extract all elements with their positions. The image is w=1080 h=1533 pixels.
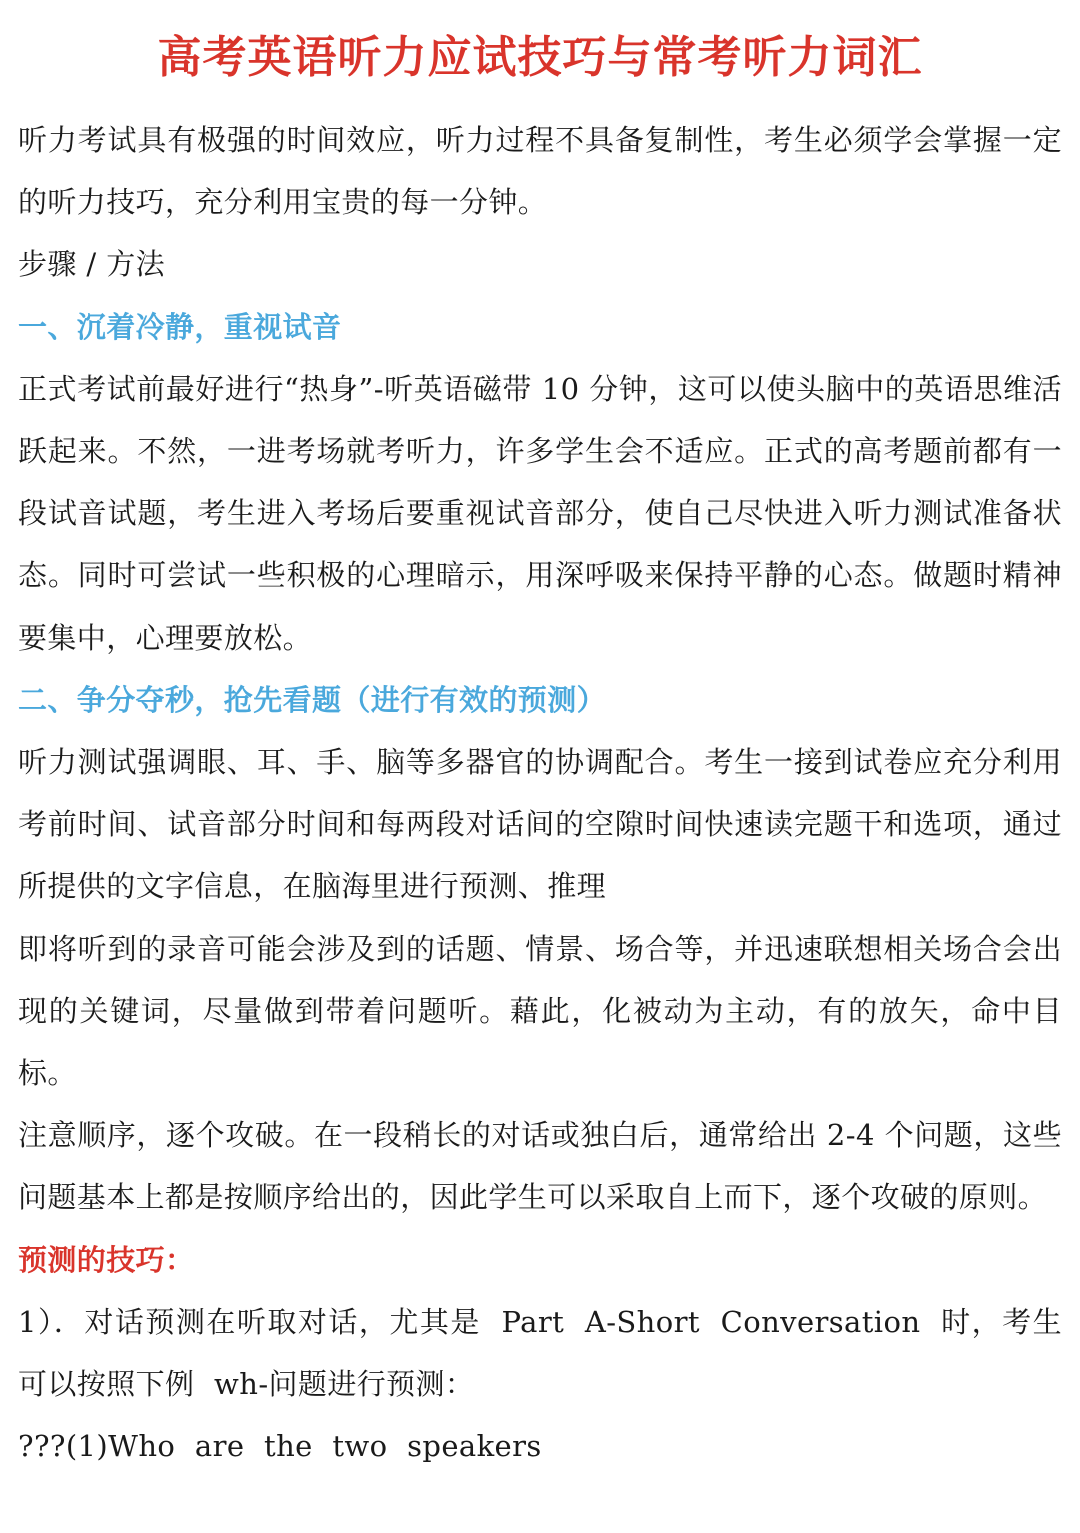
section-2-heading: 二、争分夺秒，抢先看题（进行有效的预测） bbox=[18, 682, 607, 717]
prediction-question-1: ???(1)Who are the two speakers bbox=[18, 1429, 542, 1464]
document-title: 高考英语听力应试技巧与常考听力词汇 bbox=[157, 32, 923, 83]
section-1-heading: 一、沉着冷静，重视试音 bbox=[18, 309, 342, 344]
intro-paragraph: 听力考试具有极强的时间效应，听力过程不具备复制性，考生必须学会掌握一定的听力技巧，充分利用宝贵的每一分钟。 bbox=[18, 123, 1062, 220]
section-2-paragraph-1: 听力测试强调眼、耳、手、脑等多器官的协调配合。考生一接到试卷应充分利用考前时间、试音部分时间和每两段对话间的空隙时间快速读完题干和选项，通过所提供的文字信息，在脑海里进行预测、推理 bbox=[18, 745, 1062, 904]
prediction-item-1: 1）．对话预测在听取对话，尤其是 Part A-Short Conversation 时，考生可以按照下例 wh-问题进行预测： bbox=[18, 1304, 1062, 1402]
section-1-paragraph: 正式考试前最好进行“热身”-听英语磁带 10 分钟，这可以使头脑中的英语思维活跃起来。不然，一进考场就考听力，许多学生会不适应。正式的高考题前都有一段试音试题，考生进入考场后要重视试音部分，使自己尽快进入听力测试准备状态。同时可尝试一些积极的心理暗示，用深呼吸来保持平静的心态。做题时精神要集中，心理要放松。 bbox=[18, 371, 1062, 655]
section-2-paragraph-3: 注意顺序，逐个攻破。在一段稍长的对话或独白后，通常给出 2-4 个问题，这些问题基本上都是按顺序给出的，因此学生可以采取自上而下，逐个攻破的原则。 bbox=[18, 1118, 1062, 1215]
prediction-heading: 预测的技巧： bbox=[18, 1242, 195, 1277]
document-body bbox=[18, 109, 1062, 1477]
section-2-paragraph-2: 即将听到的录音可能会涉及到的话题、情景、场合等，并迅速联想相关场合会出现的关键词，尽量做到带着问题听。藉此，化被动为主动，有的放矢，命中目标。 bbox=[18, 931, 1062, 1091]
steps-label: 步骤 / 方法 bbox=[18, 247, 166, 282]
